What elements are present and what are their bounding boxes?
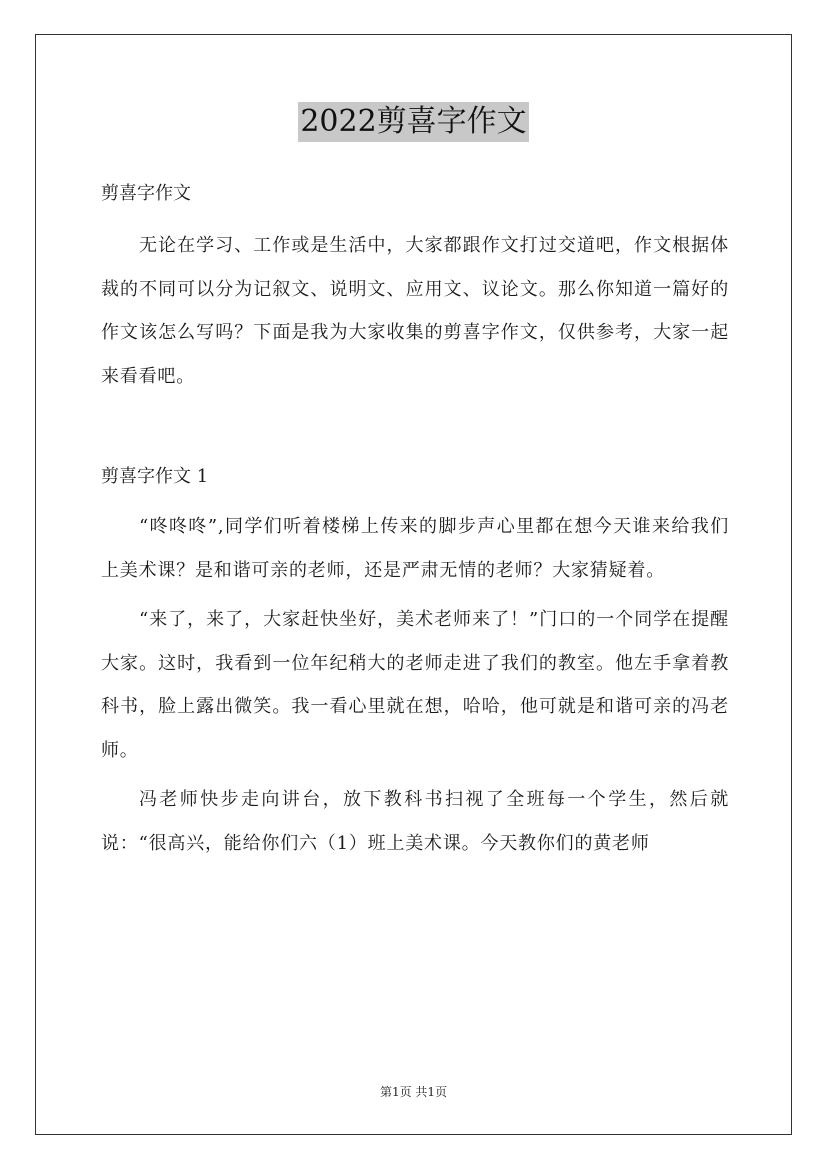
essay-paragraph: 冯老师快步走向讲台，放下教科书扫视了全班每一个学生，然后就说：“很高兴，能给你们六（1）班上美术课。今天教你们的黄老师 [101, 789, 729, 854]
page-footer [0, 1084, 827, 1100]
document-title: 2022剪喜字作文 [298, 102, 528, 142]
essay-paragraph: “咚咚咚”,同学们听着楼梯上传来的脚步声心里都在想今天谁来给我们上美术课？是和谐可亲的老师，还是严肃无情的老师？大家猜疑着。 [101, 516, 729, 581]
document-body [101, 172, 729, 865]
essay-paragraph: “来了，来了，大家赶快坐好，美术老师来了！”门口的一个同学在提醒大家。这时，我看到一位年纪稍大的老师走进了我们的教室。他左手拿着教科书，脸上露出微笑。我一看心里就在想，哈哈，他可就是和谐可亲的冯老师。 [101, 609, 729, 761]
page-indicator: 第1页 共1页 [379, 1085, 448, 1099]
intro-paragraph: 无论在学习、工作或是生活中，大家都跟作文打过交道吧，作文根据体裁的不同可以分为记叙文、说明文、应用文、议论文。那么你知道一篇好的作文该怎么写吗？下面是我为大家收集的剪喜字作文，仅供参考，大家一起来看看吧。 [101, 235, 729, 387]
section-heading-essay-1: 剪喜字作文 1 [101, 466, 209, 487]
title-wrap [0, 102, 827, 142]
section-heading-intro: 剪喜字作文 [101, 183, 191, 204]
